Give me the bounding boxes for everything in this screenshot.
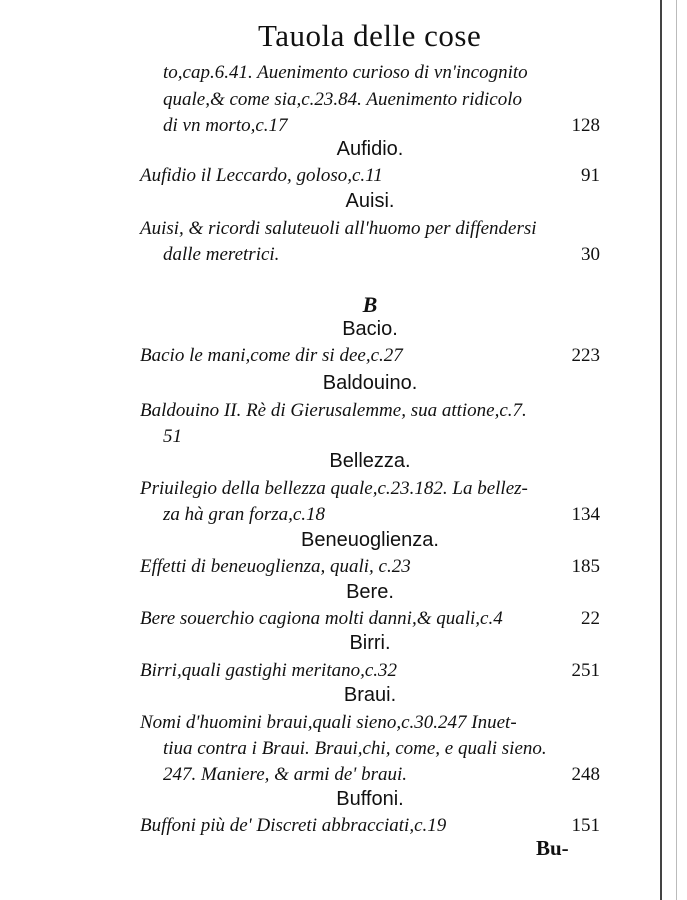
page-number: 185 — [571, 556, 600, 577]
entry-line: 51 — [163, 426, 182, 447]
entry-line: dalle meretrici. — [163, 244, 280, 265]
entry-line: Bacio le mani,come dir si dee,c.27 — [140, 345, 403, 366]
page-number: 134 — [571, 504, 600, 525]
entry-line: Auisi, & ricordi saluteuoli all'huomo per diffendersi — [140, 218, 537, 239]
entry-line: Nomi d'huomini braui,quali sieno,c.30.247 Inuet- — [140, 712, 517, 733]
page-number: 91 — [581, 165, 600, 186]
entry-line: Buffoni più de' Discreti abbracciati,c.19 — [140, 815, 447, 836]
section-heading: Buffoni. — [336, 788, 404, 810]
section-heading: Aufidio. — [336, 138, 404, 160]
section-heading: Bere. — [346, 581, 394, 603]
page-number: 251 — [571, 660, 600, 681]
page-edge-line-faint — [676, 0, 677, 900]
page-number: 22 — [581, 608, 600, 629]
entry-line: quale,& come sia,c.23.84. Auenimento ridicolo — [163, 89, 523, 110]
entry-line: Effetti di beneuoglienza, quali, c.23 — [140, 556, 411, 577]
entry-line: Bere souerchio cagiona molti danni,& quali,c.4 — [140, 608, 503, 629]
entry-line: Baldouino II. Rè di Gierusalemme, sua attione,c.7. — [140, 400, 527, 421]
section-heading: Braui. — [343, 684, 397, 706]
section-heading: Bellezza. — [329, 450, 411, 472]
page-edge-line — [660, 0, 662, 900]
entry-line: to,cap.6.41. Auenimento curioso di vn'incognito — [163, 62, 528, 83]
section-heading: Birri. — [349, 632, 391, 654]
page-number: 30 — [581, 244, 600, 265]
page-number: 128 — [571, 115, 600, 136]
section-heading: Bacio. — [342, 318, 398, 340]
section-letter: B — [362, 292, 378, 317]
section-heading: Beneuoglienza. — [301, 529, 439, 551]
entry-line: Priuilegio della bellezza quale,c.23.182. La bellez- — [140, 478, 528, 499]
section-heading: Baldouino. — [322, 372, 418, 394]
section-heading: Auisi. — [345, 190, 395, 212]
page-number: 248 — [571, 764, 600, 785]
page-number: 151 — [571, 815, 600, 836]
entry-line: Aufidio il Leccardo, goloso,c.11 — [140, 165, 383, 186]
page-number: 223 — [571, 345, 600, 366]
entry-line: tiua contra i Braui. Braui,chi, come, e quali sieno. — [163, 738, 547, 759]
page-title: Tauola delle cose — [258, 18, 482, 53]
entry-line: za hà gran forza,c.18 — [163, 504, 326, 525]
entry-line: Birri,quali gastighi meritano,c.32 — [140, 660, 398, 681]
entry-line: di vn morto,c.17 — [163, 115, 288, 136]
catchword: Bu- — [536, 836, 569, 860]
entry-line: 247. Maniere, & armi de' braui. — [163, 764, 408, 785]
